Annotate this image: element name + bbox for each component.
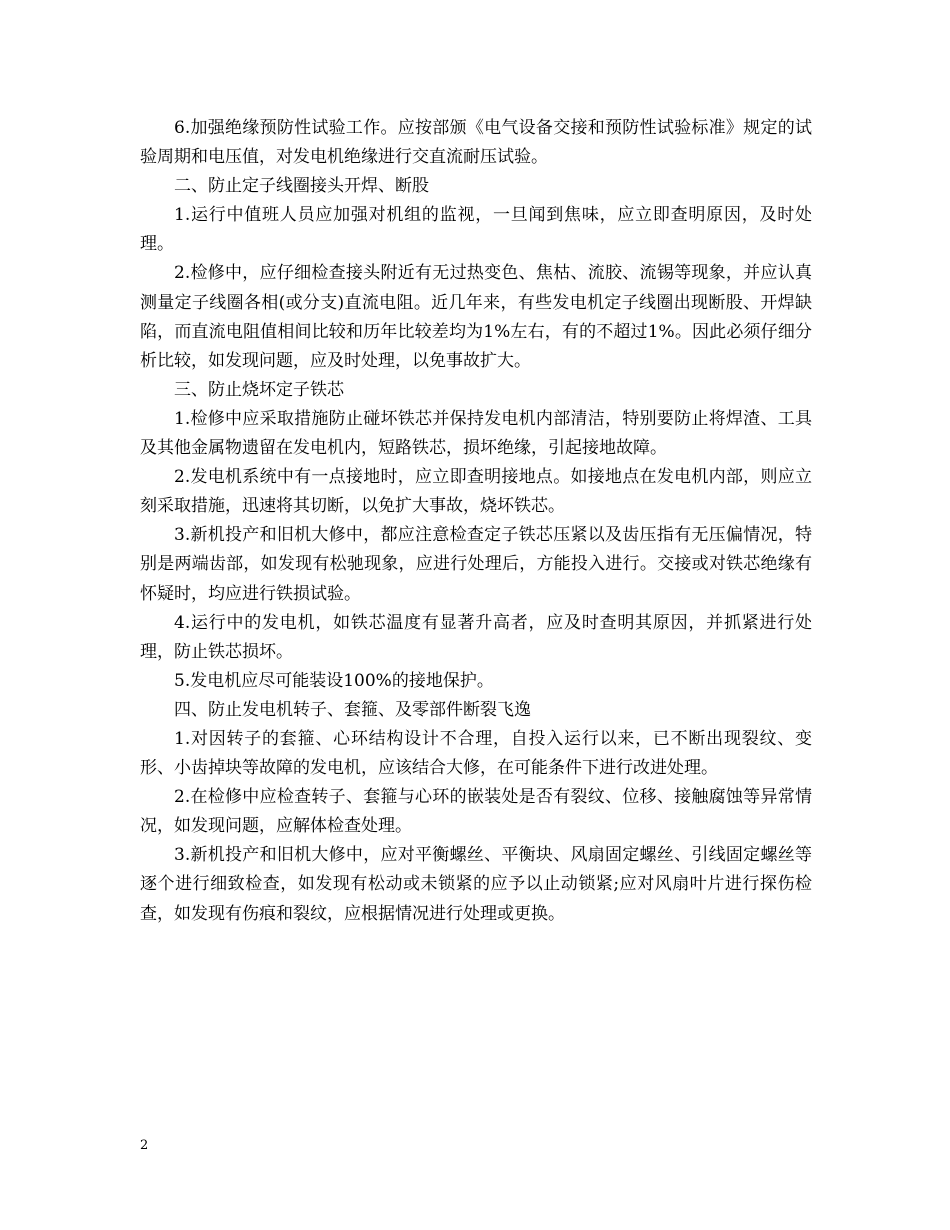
paragraph-stator-core-3: 3.新机投产和旧机大修中，都应注意检查定子铁芯压紧以及齿压指有无压偏情况，特别是两端齿部，如发现有松驰现象，应进行处理后，方能投入进行。交接或对铁芯绝缘有怀疑时，均应进行铁损试验。 bbox=[140, 525, 812, 604]
section-heading-stator-joints: 二、防止定子线圈接头开焊、断股 bbox=[174, 176, 429, 197]
paragraph-rotor-2: 2.在检修中应检查转子、套箍与心环的嵌装处是否有裂纹、位移、接触腐蚀等异常情况，如发现问题，应解体检查处理。 bbox=[140, 787, 812, 837]
paragraph-stator-joints-1: 1.运行中值班人员应加强对机组的监视，一旦闻到焦味，应立即查明原因，及时处理。 bbox=[140, 205, 812, 255]
paragraph-rotor-1: 1.对因转子的套箍、心环结构设计不合理，自投入运行以来，已不断出现裂纹、变形、小齿掉块等故障的发电机，应该结合大修，在可能条件下进行改进处理。 bbox=[140, 728, 812, 779]
paragraph-stator-core-4: 4.运行中的发电机，如铁芯温度有显著升高者，应及时查明其原因，并抓紧进行处理，防止铁芯损坏。 bbox=[140, 612, 812, 662]
paragraph-stator-joints-2: 2.检修中，应仔细检查接头附近有无过热变色、焦枯、流胶、流锡等现象，并应认真测量定子线圈各相(或分支)直流电阻。近几年来，有些发电机定子线圈出现断股、开焊缺陷，而直流电阻值相间比较和历年比较差均为1%左右，有的不超过1%。因此必须仔细分析比较，如发现问题，应及时处理，以免事故扩大。 bbox=[140, 263, 812, 371]
paragraph-insulation-test: 6.加强绝缘预防性试验工作。应按部颁《电气设备交接和预防性试验标准》规定的试验周期和电压值，对发电机绝缘进行交直流耐压试验。 bbox=[140, 118, 812, 168]
paragraph-stator-core-1: 1.检修中应采取措施防止碰坏铁芯并保持发电机内部清洁，特别要防止将焊渣、工具及其他金属物遗留在发电机内，短路铁芯，损坏绝缘，引起接地故障。 bbox=[140, 408, 812, 459]
page-number: 2 bbox=[140, 1138, 149, 1153]
section-heading-stator-core: 三、防止烧坏定子铁芯 bbox=[174, 379, 344, 400]
paragraph-rotor-3: 3.新机投产和旧机大修中，应对平衡螺丝、平衡块、风扇固定螺丝、引线固定螺丝等逐个进行细致检查，如发现有松动或未锁紧的应予以止动锁紧;应对风扇叶片进行探伤检查，如发现有伤痕和裂纹，应根据情况进行处理或更换。 bbox=[140, 845, 812, 924]
paragraph-stator-core-2: 2.发电机系统中有一点接地时，应立即查明接地点。如接地点在发电机内部，则应立刻采取措施，迅速将其切断，以免扩大事故，烧坏铁芯。 bbox=[140, 467, 812, 517]
paragraph-stator-core-5: 5.发电机应尽可能装设100%的接地保护。 bbox=[174, 670, 494, 691]
section-heading-rotor: 四、防止发电机转子、套箍、及零部件断裂飞逸 bbox=[174, 699, 531, 720]
document-body bbox=[140, 114, 812, 929]
